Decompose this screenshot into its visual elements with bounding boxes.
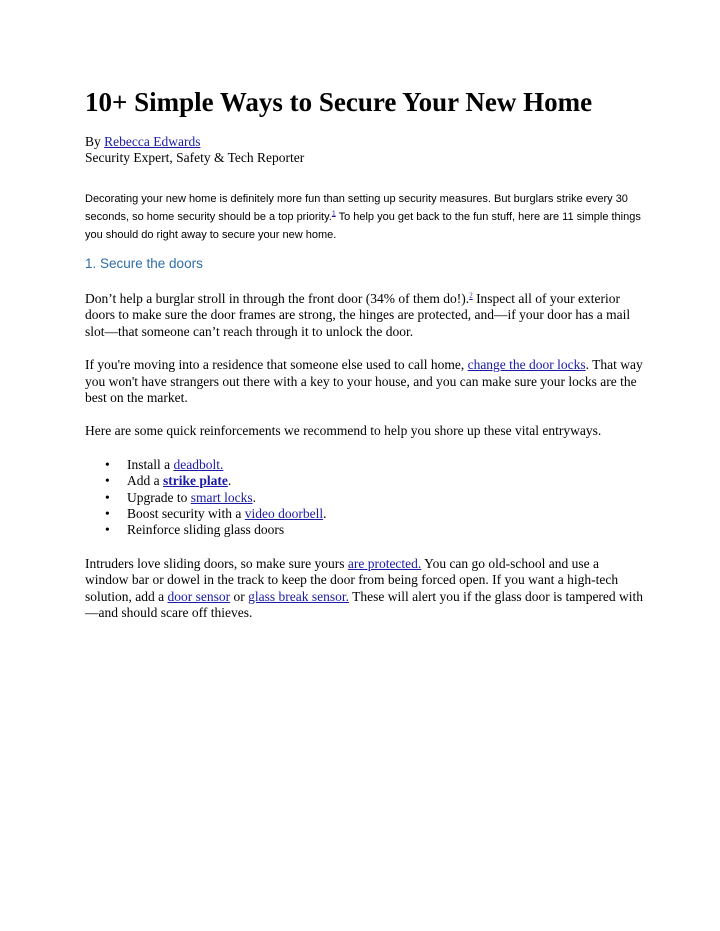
list-item <box>127 506 645 522</box>
strike-plate-link[interactable] <box>163 473 228 488</box>
paragraph-change-locks <box>85 357 645 406</box>
byline <box>85 134 645 166</box>
list-item <box>127 490 645 506</box>
strike-plate-link-text: strike plate <box>163 473 228 489</box>
video-doorbell-link[interactable]: video doorbell <box>244 506 324 522</box>
paragraph-text: or <box>230 588 249 604</box>
paragraph-sliding-doors <box>85 556 645 622</box>
paragraph-text: These will alert you if the glass door is tampered with—and should scare off thieves. <box>85 588 644 621</box>
article-title: 10+ Simple Ways to Secure Your New Home <box>85 87 593 117</box>
list-item-suffix: . <box>323 506 327 522</box>
list-item <box>127 457 645 473</box>
list-item <box>127 473 645 489</box>
change-door-locks-link[interactable]: change the door locks <box>467 357 586 373</box>
deadbolt-link[interactable]: deadbolt. <box>173 456 224 472</box>
list-item-text: Add a <box>127 473 163 489</box>
paragraph-front-door <box>85 291 645 340</box>
reinforcement-list <box>85 457 645 539</box>
list-item-text: Reinforce sliding glass doors <box>127 522 285 538</box>
author-role: Security Expert, Safety & Tech Reporter <box>85 150 305 165</box>
paragraph-text: Intruders love sliding doors, so make sure yours <box>85 555 348 571</box>
list-item-text: Boost security with a <box>127 506 245 522</box>
intro-paragraph <box>85 190 645 244</box>
door-sensor-link[interactable]: door sensor <box>167 588 231 604</box>
paragraph-text: . That way you won't have strangers out there with a key to your house, and you can make sure your locks are the best on the market. <box>85 357 643 406</box>
paragraph-text: You can go old-school and use a window bar or dowel in the track to keep the door from being forced open. If you want a high-tech solution, add a <box>85 555 619 604</box>
paragraph-text: If you're moving into a residence that someone else used to call home, <box>85 357 468 373</box>
glass-break-sensor-link[interactable]: glass break sensor. <box>248 588 349 604</box>
are-protected-link[interactable]: are protected. <box>347 555 422 571</box>
list-item-text: Install a <box>127 456 174 472</box>
list-item-suffix: . <box>227 473 232 489</box>
list-item <box>127 522 645 538</box>
article <box>85 84 645 622</box>
smart-locks-link[interactable]: smart locks <box>190 489 253 505</box>
section-heading-secure-doors: 1. Secure the doors <box>85 256 203 271</box>
author-link[interactable]: Rebecca Edwards <box>104 134 201 149</box>
paragraph-text: Inspect all of your exterior doors to make sure the door frames are strong, the hinges are protected, and—if your door has a mail slot—that someone can’t reach through it to unlock the door. <box>85 291 631 339</box>
byline-prefix: By <box>85 134 105 149</box>
intro-text-1: Decorating your new home is definitely more fun than setting up security measures. But burglars strike every 30 seconds, so home security should be a top priority. <box>85 193 628 223</box>
intro-text-2: To help you get back to the fun stuff, here are 11 simple things you should do right away to secure your new home. <box>85 211 641 241</box>
footnote-link-2[interactable]: 2 <box>469 291 473 300</box>
footnote-link-1[interactable]: 1 <box>331 210 336 218</box>
list-item-suffix: . <box>252 489 256 505</box>
paragraph-text: Don’t help a burglar stroll in through the front door (34% of them do!). <box>85 291 470 306</box>
paragraph-reinforcements: Here are some quick reinforcements we recommend to help you shore up these vital entryways. <box>85 423 602 439</box>
list-item-text: Upgrade to <box>127 489 191 505</box>
